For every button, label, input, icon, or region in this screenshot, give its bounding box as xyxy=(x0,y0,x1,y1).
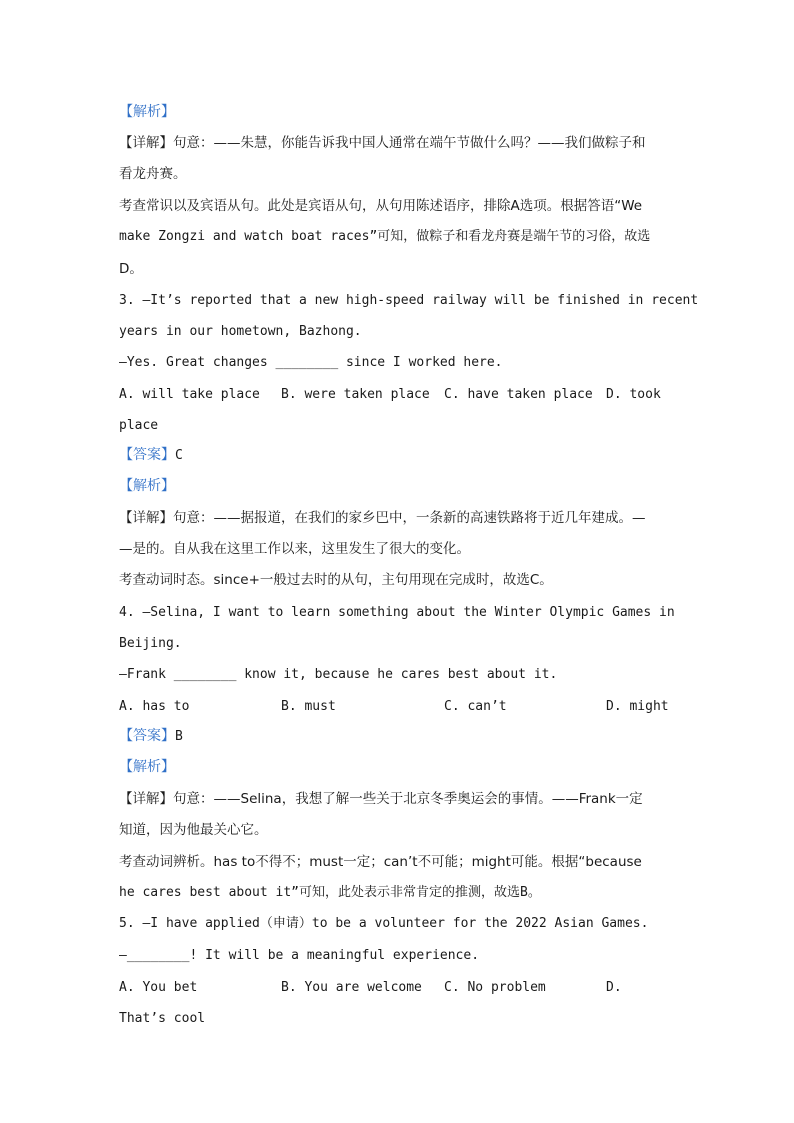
option-a: A. You bet xyxy=(119,980,198,995)
explanation-text: he cares best about it”可知，此处表示非常肯定的推测，故选B。 xyxy=(119,885,541,900)
answer-value: C xyxy=(175,448,183,463)
option-b: B. were taken place xyxy=(281,387,430,402)
option-d: D. took xyxy=(606,387,661,402)
question-stem: 5. —I have applied（申请）to be a volunteer for the 2022 Asian Games. xyxy=(119,916,649,931)
question-stem: Beijing. xyxy=(119,636,182,651)
detail-text: 【详解】句意：——据报道，在我们的家乡巴中，一条新的高速铁路将于近几年建成。— xyxy=(119,510,646,526)
answer-label: 【答案】 xyxy=(119,728,175,744)
option-d: D. xyxy=(606,980,622,995)
explanation-text: D。 xyxy=(119,261,143,277)
option-a: A. has to xyxy=(119,699,190,714)
option-d-wrap: That’s cool xyxy=(119,1011,206,1026)
option-b: B. You are welcome xyxy=(281,980,422,995)
explanation-text: 考查动词辨析。has to不得不；must一定；can’t不可能；might可能。根据“because xyxy=(119,854,642,870)
answer-row xyxy=(119,727,183,746)
answer-value: B xyxy=(175,729,183,744)
question-reply: —________! It will be a meaningful experience. xyxy=(119,948,480,963)
question-reply: —Yes. Great changes ________ since I worked here. xyxy=(119,355,503,370)
detail-text: 【详解】句意：——Selina，我想了解一些关于北京冬季奥运会的事情。——Frank一定 xyxy=(119,791,643,807)
option-c: C. No problem xyxy=(444,980,546,995)
question-stem: years in our hometown, Bazhong. xyxy=(119,324,362,339)
detail-text: —是的。自从我在这里工作以来，这里发生了很大的变化。 xyxy=(119,541,470,557)
explanation-text: make Zongzi and watch boat races”可知，做粽子和看龙舟赛是端午节的习俗，故选 xyxy=(119,229,651,244)
detail-text: 知道，因为他最关心它。 xyxy=(119,822,268,838)
detail-text: 【详解】句意：——朱慧，你能告诉我中国人通常在端午节做什么吗？——我们做粽子和 xyxy=(119,135,646,151)
option-c: C. can’t xyxy=(444,699,507,714)
option-b: B. must xyxy=(281,699,336,714)
option-c: C. have taken place xyxy=(444,387,593,402)
analysis-label: 【解析】 xyxy=(119,104,175,120)
answer-label: 【答案】 xyxy=(119,447,175,463)
question-stem: 4. —Selina, I want to learn something about the Winter Olympic Games in xyxy=(119,605,675,620)
option-d: D. might xyxy=(606,699,669,714)
analysis-label: 【解析】 xyxy=(119,478,175,494)
question-stem: 3. —It’s reported that a new high-speed railway will be finished in recent xyxy=(119,293,699,308)
option-d-wrap: place xyxy=(119,418,159,433)
explanation-text: 考查动词时态。since+一般过去时的从句，主句用现在完成时，故选C。 xyxy=(119,572,553,588)
question-reply: —Frank ________ know it, because he cares best about it. xyxy=(119,667,558,682)
detail-text: 看龙舟赛。 xyxy=(119,166,187,182)
explanation-text: 考查常识以及宾语从句。此处是宾语从句，从句用陈述语序，排除A选项。根据答语“We xyxy=(119,198,643,214)
analysis-label: 【解析】 xyxy=(119,759,175,775)
answer-row xyxy=(119,446,183,465)
option-a: A. will take place xyxy=(119,387,260,402)
